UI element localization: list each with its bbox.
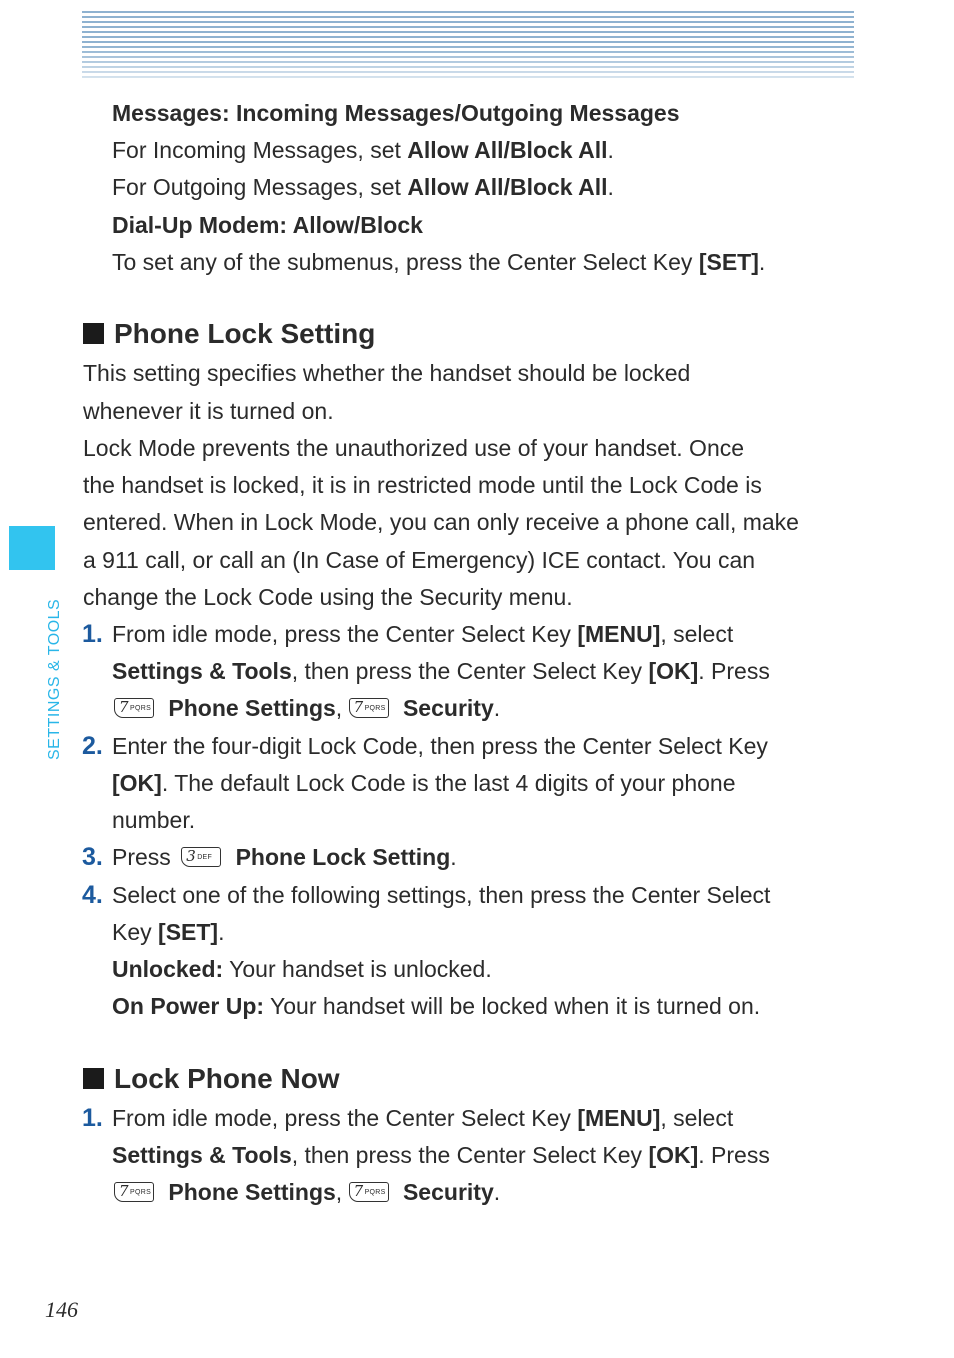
incoming-line: For Incoming Messages, set Allow All/Block All.: [112, 137, 614, 163]
step-line: Settings & Tools, then press the Center Select Key [OK]. Press: [112, 1142, 770, 1168]
step-number: 4.: [82, 881, 103, 909]
key-7-icon: 7 PQRS: [114, 698, 154, 718]
step-number: 1.: [82, 620, 103, 648]
step-number: 3.: [82, 843, 103, 871]
dialup-heading: Dial-Up Modem: Allow/Block: [112, 212, 423, 238]
step-line: 7 PQRS Phone Settings, 7 PQRS Security.: [114, 1178, 500, 1206]
step-line: From idle mode, press the Center Select Key [MENU], select: [112, 621, 734, 647]
phone-lock-heading: Phone Lock Setting: [83, 317, 375, 351]
paragraph-line: change the Lock Code using the Security menu.: [83, 584, 573, 610]
option-unlocked: Unlocked: Your handset is unlocked.: [112, 956, 492, 982]
messages-heading: Messages: Incoming Messages/Outgoing Messages: [112, 100, 680, 126]
paragraph-line: whenever it is turned on.: [83, 398, 334, 424]
header-stripe-band: [82, 11, 854, 79]
page-number: 146: [45, 1297, 78, 1322]
step-line: Settings & Tools, then press the Center Select Key [OK]. Press: [112, 658, 770, 684]
step-line: Enter the four-digit Lock Code, then press the Center Select Key: [112, 733, 768, 759]
section-side-label: SETTINGS & TOOLS: [46, 598, 63, 760]
square-bullet-icon: [83, 323, 104, 344]
paragraph-line: the handset is locked, it is in restricted mode until the Lock Code is: [83, 472, 762, 498]
paragraph-line: entered. When in Lock Mode, you can only receive a phone call, make: [83, 509, 799, 535]
step-line: 7 PQRS Phone Settings, 7 PQRS Security.: [114, 694, 500, 722]
paragraph-line: Lock Mode prevents the unauthorized use of your handset. Once: [83, 435, 745, 461]
square-bullet-icon: [83, 1068, 104, 1089]
key-7-icon: 7 PQRS: [349, 1182, 389, 1202]
option-on-power-up: On Power Up: Your handset will be locked when it is turned on.: [112, 993, 761, 1019]
lock-phone-now-heading: Lock Phone Now: [83, 1062, 340, 1096]
key-3-icon: 3 DEF: [181, 847, 221, 867]
step-line: Press 3 DEF Phone Lock Setting.: [112, 844, 457, 870]
step-line: Select one of the following settings, then press the Center Select: [112, 882, 771, 908]
step-line: number.: [112, 807, 196, 833]
paragraph-line: This setting specifies whether the handset should be locked: [83, 360, 691, 386]
section-color-tab: [9, 526, 55, 570]
step-number: 2.: [82, 732, 103, 760]
key-7-icon: 7 PQRS: [114, 1182, 154, 1202]
step-number: 1.: [82, 1104, 103, 1132]
key-7-icon: 7 PQRS: [349, 698, 389, 718]
submenu-line: To set any of the submenus, press the Center Select Key [SET].: [112, 249, 766, 275]
step-line: Key [SET].: [112, 919, 225, 945]
step-line: From idle mode, press the Center Select Key [MENU], select: [112, 1105, 734, 1131]
outgoing-line: For Outgoing Messages, set Allow All/Block All.: [112, 174, 614, 200]
paragraph-line: a 911 call, or call an (In Case of Emergency) ICE contact. You can: [83, 547, 756, 573]
step-line: [OK]. The default Lock Code is the last 4 digits of your phone: [112, 770, 736, 796]
